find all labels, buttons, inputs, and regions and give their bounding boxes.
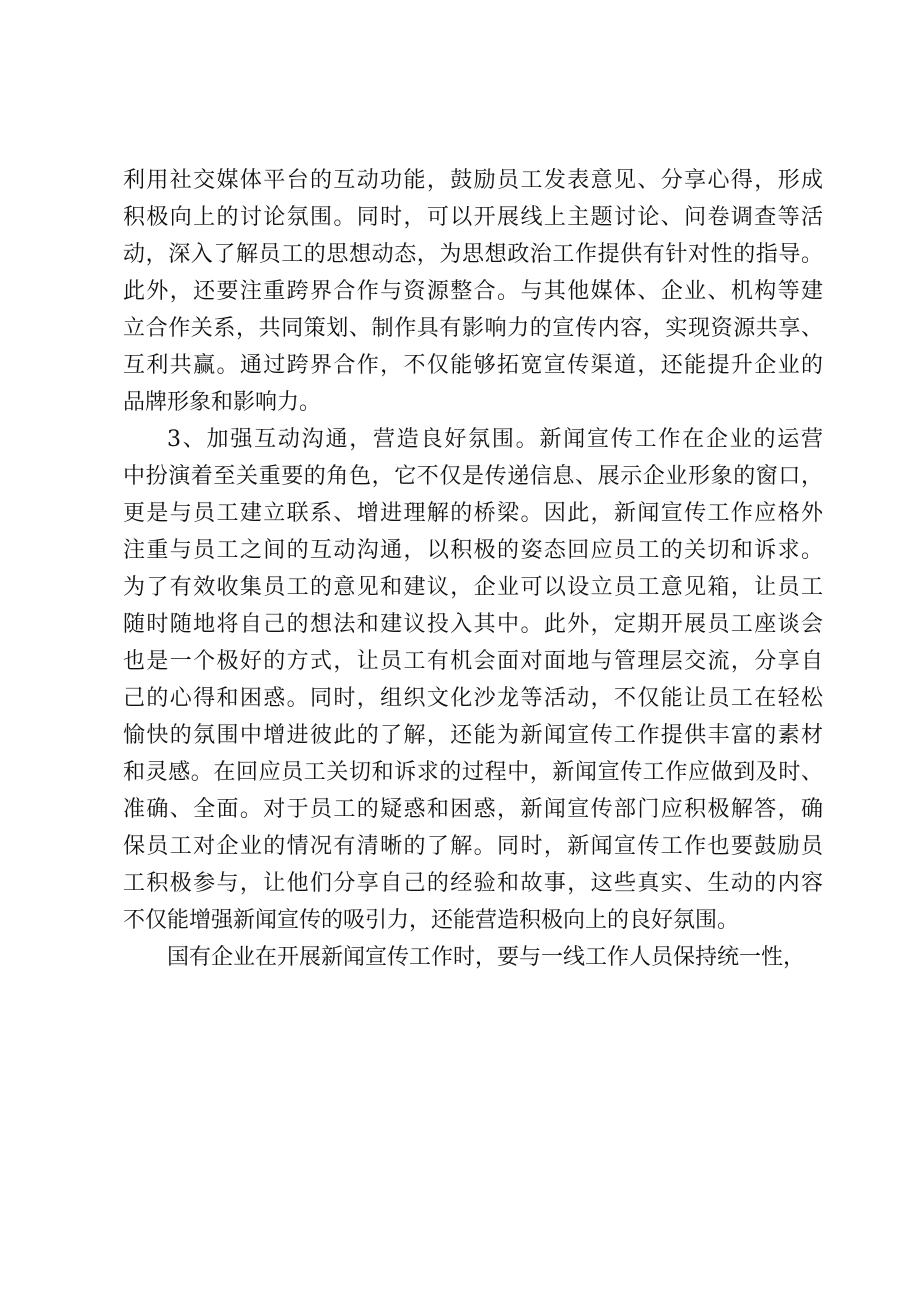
text-line: 互利共赢。通过跨界合作，不仅能够拓宽宣传渠道，还能提升企业的 [123,353,823,378]
text-line: 准确、全面。对于员工的疑惑和困惑，新闻宣传部门应积极解答，确 [123,797,823,822]
text-line: 保员工对企业的情况有清晰的了解。同时，新闻宣传工作也要鼓励员 [123,834,823,859]
section-heading-line: 3、加强互动沟通，营造良好氛围。新闻宣传工作在企业的运营 [167,427,823,452]
document-body [123,162,823,976]
text-line: 积极向上的讨论氛围。同时，可以开展线上主题讨论、问卷调查等活 [123,205,823,230]
text-line: 也是一个极好的方式，让员工有机会面对面地与管理层交流，分享自 [123,649,823,674]
text-line: 为了有效收集员工的意见和建议，企业可以设立员工意见箱，让员工 [123,575,823,600]
paragraph-interactive-communication [123,421,823,939]
text-line: 中扮演着至关重要的角色，它不仅是传递信息、展示企业形象的窗口， [123,464,823,489]
text-line: 品牌形象和影响力。 [123,390,322,415]
paragraph-social-media [123,162,823,421]
text-line: 己的心得和困惑。同时，组织文化沙龙等活动，不仅能让员工在轻松 [123,686,823,711]
text-line: 注重与员工之间的互动沟通，以积极的姿态回应员工的关切和诉求。 [123,538,823,563]
text-line: 利用社交媒体平台的互动功能，鼓励员工发表意见、分享心得，形成 [123,168,823,193]
text-line: 立合作关系，共同策划、制作具有影响力的宣传内容，实现资源共享、 [123,316,823,341]
paragraph-state-enterprise [123,939,823,976]
text-line: 不仅能增强新闻宣传的吸引力，还能营造积极向上的良好氛围。 [123,908,740,933]
text-line: 更是与员工建立联系、增进理解的桥梁。因此，新闻宣传工作应格外 [123,501,823,526]
text-line: 动，深入了解员工的思想动态，为思想政治工作提供有针对性的指导。 [123,242,823,267]
text-line: 愉快的氛围中增进彼此的了解，还能为新闻宣传工作提供丰富的素材 [123,723,823,748]
text-line: 国有企业在开展新闻宣传工作时，要与一线工作人员保持统一性， [167,945,806,970]
text-line: 此外，还要注重跨界合作与资源整合。与其他媒体、企业、机构等建 [123,279,823,304]
text-line: 随时随地将自己的想法和建议投入其中。此外，定期开展员工座谈会 [123,612,823,637]
text-line: 和灵感。在回应员工关切和诉求的过程中，新闻宣传工作应做到及时、 [123,760,823,785]
text-line: 工积极参与，让他们分享自己的经验和故事，这些真实、生动的内容 [123,871,823,896]
